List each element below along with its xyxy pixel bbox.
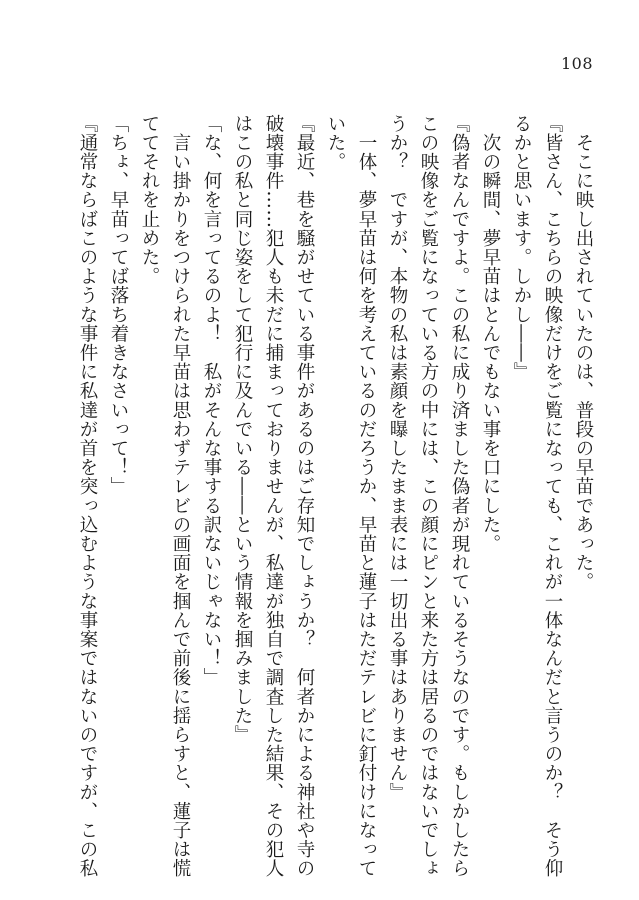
text-line: うか？ ですが、本物の私は素顔を曝したまま表には一切出る事はありません』 bbox=[387, 114, 408, 802]
text-line: 「ちょ、早苗ってば落ち着きなさいって！」 bbox=[108, 114, 129, 496]
page-number: 108 bbox=[560, 54, 593, 73]
text-line: るかと思います。しかし――』 bbox=[511, 114, 532, 382]
body-text bbox=[72, 114, 599, 878]
text-line: そこに映し出されていたのは、普段の早苗であった。 bbox=[573, 114, 594, 592]
text-line: 言い掛かりをつけられた早苗は思わずテレビの画面を掴んで前後に揺らすと、蓮子は慌 bbox=[170, 114, 191, 878]
text-line: 破壊事件……犯人も未だに捕まっておりませんが、私達が独自で調査した結果、その犯人 bbox=[263, 114, 284, 878]
text-line: 「な、何を言ってるのよ！ 私がそんな事する訳ないじゃない！」 bbox=[201, 114, 222, 687]
text-line: 次の瞬間、夢早苗はとんでもない事を口にした。 bbox=[480, 114, 501, 554]
text-line: 『偽者なんですよ。この私に成り済ました偽者が現れているそうなのです。もしかしたら bbox=[449, 114, 470, 878]
text-line: 『通常ならばこのような事件に私達が首を突っ込むような事案ではないのですが、この私 bbox=[77, 114, 98, 878]
text-line: いた。 bbox=[325, 114, 346, 172]
text-line: はこの私と同じ姿をして犯行に及んでいる――という情報を掴みました』 bbox=[232, 114, 253, 745]
text-line: 『皆さん、こちらの映像だけをご覧になっても、これが一体なんだと言うのか？ そう仰 bbox=[542, 114, 563, 878]
text-line: 一体、夢早苗は何を考えているのだろうか、早苗と蓮子はただテレビに釘付けになって bbox=[356, 114, 377, 878]
text-line: 『最近、巷を騒がせている事件があるのはご存知でしょうか？ 何者かによる神社や寺の bbox=[294, 114, 315, 878]
text-line: この映像をご覧になっている方の中には、この顔にピンと来た方は居るのではないでしょ bbox=[418, 114, 439, 878]
text-line: ててそれを止めた。 bbox=[139, 114, 160, 286]
